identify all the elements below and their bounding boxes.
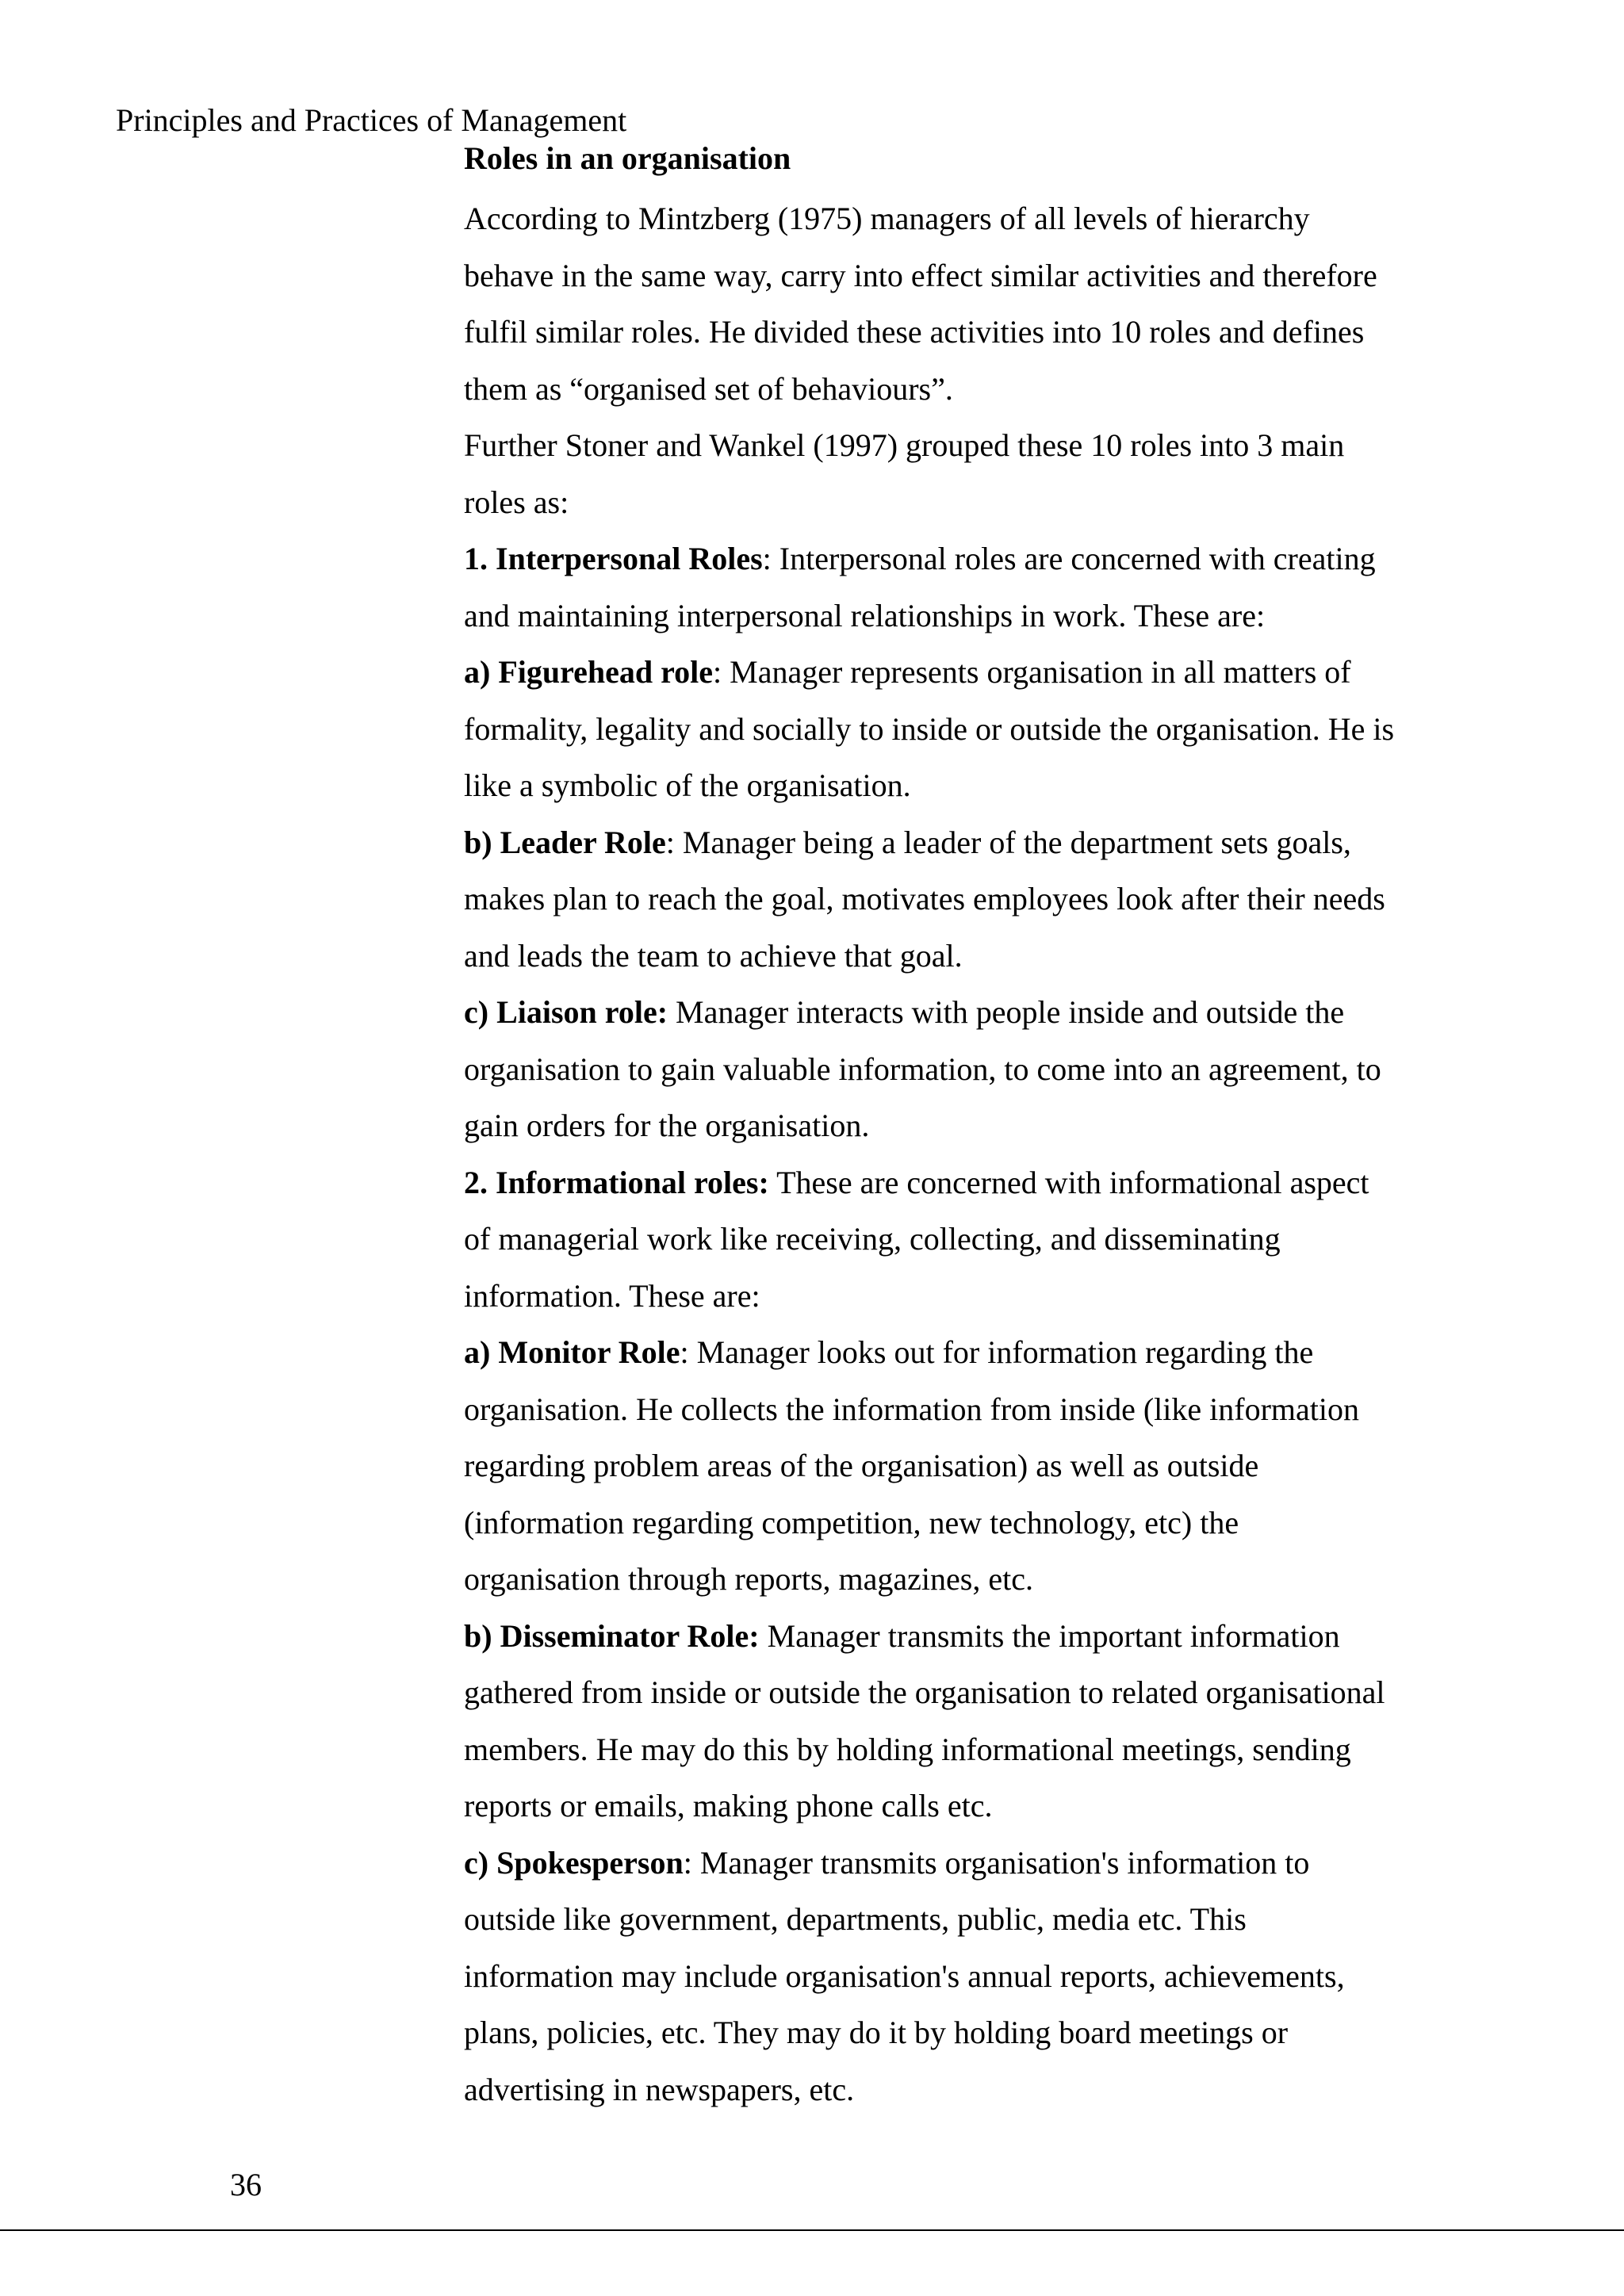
line-text: of managerial work like receiving, collecting, and disseminating (464, 1221, 1281, 1257)
line-text: information may include organisation's annual reports, achievements, (464, 1957, 1345, 1994)
line-text: regarding problem areas of the organisation) as well as outside (464, 1448, 1259, 1483)
line-text: gain orders for the organisation. (464, 1108, 870, 1143)
section-title (464, 135, 1519, 182)
body-line (464, 814, 1519, 871)
body-line (464, 2061, 1519, 2118)
line-text: organisation. He collects the information from inside (like information (464, 1391, 1359, 1427)
body-line (464, 1211, 1519, 1268)
line-text: and leads the team to achieve that goal. (464, 937, 963, 974)
body-line (464, 1041, 1519, 1098)
line-text: plans, policies, etc. They may do it by holding board meetings or (464, 2015, 1289, 2050)
body-line (464, 757, 1519, 814)
body-line (464, 1268, 1519, 1325)
body-line (464, 871, 1519, 928)
body-line (464, 1664, 1519, 1721)
body-line (464, 304, 1519, 361)
body-line (464, 1437, 1519, 1494)
line-text: and maintaining interpersonal relationships in work. These are: (464, 597, 1266, 633)
line-text: members. He may do this by holding informational meetings, sending (464, 1731, 1351, 1767)
body-line (464, 1097, 1519, 1154)
body-line (464, 1777, 1519, 1835)
body-line (464, 644, 1519, 701)
bold-lead: a) Figurehead role (464, 654, 714, 690)
bold-lead: 1. Interpersonal Roles (464, 541, 763, 576)
bold-lead: a) Monitor Role (464, 1334, 680, 1370)
line-text: : Manager being a leader of the department sets goals, (665, 824, 1351, 860)
body-line (464, 530, 1519, 587)
body-line (464, 984, 1519, 1041)
body-line (464, 2004, 1519, 2061)
body-line (464, 1381, 1519, 1438)
line-text: organisation to gain valuable information, to come into an agreement, to (464, 1050, 1381, 1087)
line-text: organisation through reports, magazines, etc. (464, 1561, 1033, 1597)
bold-lead: c) Liaison role: (464, 994, 668, 1030)
body-line (464, 587, 1519, 645)
body-line (464, 1835, 1519, 1892)
body-line (464, 1154, 1519, 1211)
body-line (464, 701, 1519, 758)
bold-lead: c) Spokesperson (464, 1844, 684, 1881)
line-text: : Interpersonal roles are concerned with creating (762, 541, 1376, 576)
body-line (464, 1551, 1519, 1608)
bold-lead: b) Leader Role (464, 824, 666, 860)
line-text: formality, legality and socially to inside or outside the organisation. He is (464, 710, 1395, 747)
body-line (464, 1721, 1519, 1778)
running-header: Principles and Practices of Management (116, 102, 627, 138)
bold-lead: 2. Informational roles: (464, 1164, 769, 1200)
body-line (464, 928, 1519, 985)
page-body (464, 133, 1519, 2118)
footer-rule (0, 2229, 1624, 2231)
line-text: According to Mintzberg (1975) managers of all levels of hierarchy (464, 201, 1310, 236)
line-text: These are concerned with informational aspect (768, 1164, 1369, 1200)
line-text: advertising in newspapers, etc. (464, 2071, 855, 2107)
line-text: : Manager looks out for information regarding the (680, 1334, 1314, 1370)
line-text: makes plan to reach the goal, motivates employees look after their needs (464, 881, 1385, 916)
body-line (464, 1948, 1519, 2005)
line-text: Further Stoner and Wankel (1997) grouped these 10 roles into 3 main (464, 427, 1345, 463)
line-text: like a symbolic of the organisation. (464, 767, 911, 803)
line-text: (information regarding competition, new technology, etc) the (464, 1504, 1239, 1540)
line-text: them as “organised set of behaviours”. (464, 370, 953, 407)
line-text: gathered from inside or outside the organisation to related organisational (464, 1674, 1385, 1710)
line-text: behave in the same way, carry into effect similar activities and therefore (464, 257, 1377, 293)
body-line (464, 190, 1519, 247)
body-line (464, 1494, 1519, 1552)
line-text: : Manager transmits organisation's information to (683, 1844, 1310, 1881)
body-line (464, 1324, 1519, 1381)
page-number: 36 (230, 2167, 262, 2202)
body-line (464, 417, 1519, 474)
line-text: information. These are: (464, 1277, 760, 1314)
body-line (464, 361, 1519, 418)
line-text: : Manager represents organisation in all matters of (713, 654, 1351, 690)
line-text: reports or emails, making phone calls etc. (464, 1788, 993, 1823)
body-line (464, 1608, 1519, 1665)
bold-lead: b) Disseminator Role: (464, 1617, 760, 1654)
line-text: Manager interacts with people inside and outside the (668, 994, 1345, 1030)
body-line (464, 1891, 1519, 1948)
line-text: Manager transmits the important information (759, 1617, 1340, 1654)
line-text: roles as: (464, 484, 569, 520)
body-line (464, 474, 1519, 531)
section-title-text: Roles in an organisation (464, 140, 791, 176)
line-text: outside like government, departments, public, media etc. This (464, 1901, 1247, 1937)
body-line (464, 247, 1519, 304)
line-text: fulfil similar roles. He divided these activities into 10 roles and defines (464, 314, 1365, 350)
